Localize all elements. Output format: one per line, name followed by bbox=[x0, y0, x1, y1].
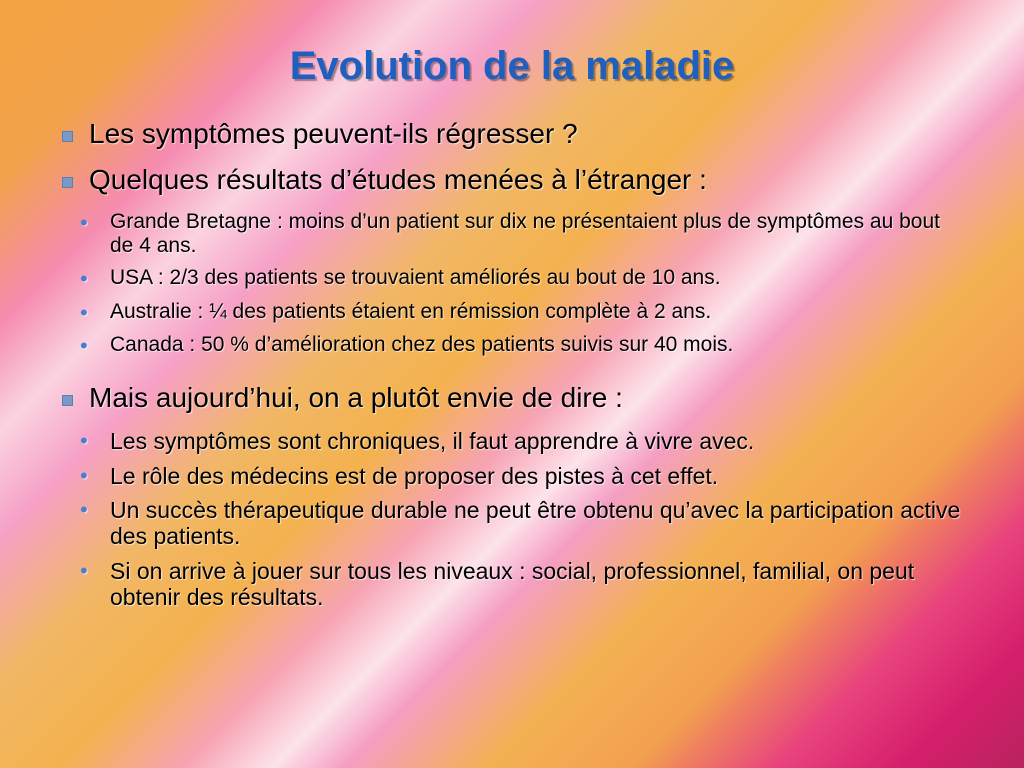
sub-bullet-item bbox=[80, 463, 962, 489]
dot-bullet-icon: • bbox=[80, 462, 88, 488]
sub-bullet-item bbox=[80, 210, 962, 258]
dot-bullet-icon: • bbox=[80, 557, 88, 583]
bullet-item bbox=[62, 118, 962, 150]
bullet-text: Mais aujourd’hui, on a plutôt envie de dire : bbox=[89, 382, 623, 414]
bullet-text: Les symptômes peuvent-ils régresser ? bbox=[89, 118, 578, 149]
dot-bullet-icon: • bbox=[80, 210, 88, 235]
sub-bullet-item bbox=[80, 333, 962, 358]
bullet-item bbox=[62, 164, 962, 196]
sub-bullet-text: Le rôle des médecins est de proposer des pistes à cet effet. bbox=[110, 462, 719, 489]
dot-bullet-icon: • bbox=[80, 497, 88, 523]
sub-bullet-text: Grande Bretagne : moins d’un patient sur dix ne présentaient plus de symptômes au bout de 4 ans. bbox=[110, 210, 940, 258]
sub-bullet-text: USA : 2/3 des patients se trouvaient améliorés au bout de 10 ans. bbox=[110, 266, 721, 290]
sub-bullet-item bbox=[80, 266, 962, 291]
dot-bullet-icon: • bbox=[80, 299, 88, 325]
square-bullet-icon bbox=[62, 395, 73, 406]
square-bullet-icon bbox=[62, 177, 73, 188]
sub-bullet-item bbox=[80, 428, 962, 454]
sub-bullet-item bbox=[80, 558, 962, 611]
bullet-text: Quelques résultats d’études menées à l’étranger : bbox=[89, 164, 707, 195]
sub-bullet-text: Les symptômes sont chroniques, il faut apprendre à vivre avec. bbox=[110, 428, 755, 455]
dot-bullet-icon: • bbox=[80, 428, 88, 454]
sub-bullet-text: Un succès thérapeutique durable ne peut être obtenu qu’avec la participation active des patients. bbox=[110, 497, 961, 550]
square-bullet-icon bbox=[62, 131, 73, 142]
sub-bullet-text: Si on arrive à jouer sur tous les niveaux : social, professionnel, familial, on peut obtenir des résultats. bbox=[110, 557, 915, 611]
dot-bullet-icon: • bbox=[80, 332, 88, 358]
bullet-item bbox=[62, 382, 962, 414]
dot-bullet-icon: • bbox=[80, 266, 88, 292]
sub-bullet-item bbox=[80, 497, 962, 550]
sub-bullet-text: Canada : 50 % d’amélioration chez des patients suivis sur 40 mois. bbox=[110, 332, 734, 356]
slide-title: Evolution de la maladie bbox=[289, 44, 735, 88]
slide-content bbox=[62, 118, 962, 619]
sub-bullet-text: Australie : ¼ des patients étaient en rémission complète à 2 ans. bbox=[110, 299, 712, 323]
sub-bullet-item bbox=[80, 300, 962, 325]
